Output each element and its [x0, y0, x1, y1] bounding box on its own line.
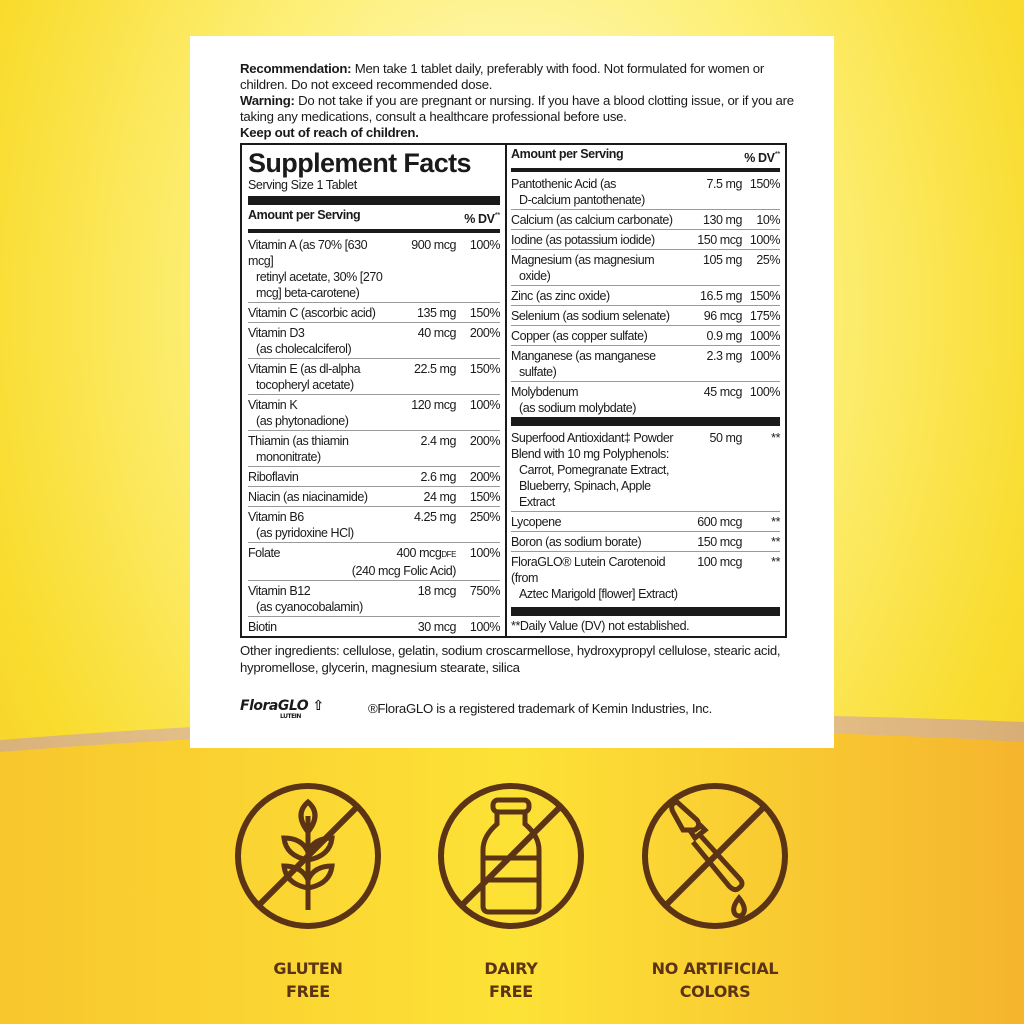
nutrient-amount: [390, 583, 456, 615]
nutrient-name-text: Zinc (as zinc oxide): [511, 289, 610, 304]
nutrient-source: (as cholecalciferol): [256, 342, 352, 357]
amount-text: 120 mcg: [411, 398, 456, 413]
keep-out-text: Keep out of reach of children.: [240, 125, 419, 140]
nutrient-row: [511, 346, 780, 382]
nutrient-source: (as cyanocobalamin): [256, 600, 363, 615]
trademark-text: ®FloraGLO is a registered trademark of Kemin Industries, Inc.: [368, 701, 712, 717]
amount-text: 16.5 mg: [699, 289, 742, 304]
daily-value: 150%: [749, 177, 780, 192]
nutrient-row: [511, 306, 780, 326]
nutrient-amount: [682, 252, 742, 284]
facts-title: Supplement Facts: [248, 148, 471, 178]
no-dropper-icon: [639, 780, 791, 932]
nutrient-source: Carrot, Pomegranate Extract, Blueberry, Spinach, Apple Extract: [519, 463, 669, 510]
nutrient-source: (as phytonadione): [256, 414, 349, 429]
divider-bar: [248, 196, 500, 205]
daily-value: **: [771, 515, 780, 530]
amount-text: 30 mcg: [417, 620, 456, 635]
nutrient-amount: [682, 348, 742, 380]
nutrient-name-text: Vitamin D3: [248, 326, 305, 341]
nutrient-source: oxide): [519, 269, 551, 284]
nutrient-amount: [682, 308, 742, 324]
nutrient-name-text: Folate: [248, 546, 281, 561]
daily-value: **: [771, 431, 780, 446]
nutrient-name-text: Riboflavin: [248, 470, 299, 485]
nutrient-row: [248, 395, 500, 431]
daily-value: 200%: [469, 470, 500, 485]
floraglo-logo: FloraGLO ⇧ LUTEIN: [240, 698, 324, 721]
nutrient-row: [248, 581, 500, 617]
dairy-free-badge: DAIRY FREE: [431, 780, 591, 1003]
nutrient-amount: [682, 212, 742, 228]
nutrient-amount: [390, 509, 456, 541]
table-header: Amount per Serving % DV**: [511, 147, 780, 166]
nutrient-amount: [682, 288, 742, 304]
nutrient-amount: [390, 237, 456, 301]
nutrient-name: [511, 176, 682, 208]
daily-value: 100%: [469, 546, 500, 561]
daily-value: 100%: [749, 349, 780, 364]
amount-text: 40 mcg: [417, 326, 456, 341]
daily-value: **: [771, 535, 780, 550]
amount-unit: DFE: [441, 550, 456, 560]
nutrient-name: [511, 232, 682, 248]
nutrient-name: [248, 433, 390, 465]
amount-text: 900 mcg: [411, 238, 456, 253]
daily-value: 750%: [469, 584, 500, 599]
nutrient-name: [511, 308, 682, 324]
nutrient-amount: [682, 514, 742, 530]
nutrient-name-text: Vitamin K: [248, 398, 298, 413]
other-ingredients: Other ingredients: cellulose, gelatin, sodium croscarmellose, hydroxypropyl cellulose, stearic acid, hypromellose, glycerin, magnesium stearate, silica: [240, 643, 781, 676]
amount-text: 50 mg: [709, 431, 742, 446]
nutrient-name-text: Molybdenum: [511, 385, 579, 400]
amount-text: 22.5 mg: [413, 362, 456, 377]
nutrient-row: [511, 428, 780, 512]
nutrient-source: mononitrate): [256, 450, 321, 465]
nutrient-row: [511, 532, 780, 552]
warning-label: Warning:: [240, 93, 295, 108]
nutrient-name: [248, 361, 390, 393]
nutrient-source: (as pyridoxine HCl): [256, 526, 354, 541]
nutrient-row: [248, 487, 500, 507]
amount-text: 96 mcg: [703, 309, 742, 324]
divider-bar: [511, 607, 780, 616]
nutrient-source: sulfate): [519, 365, 557, 380]
nutrient-amount: [682, 232, 742, 248]
nutrient-name: [248, 237, 390, 301]
divider-bar: [248, 229, 500, 233]
recommendation-label: Recommendation:: [240, 61, 352, 76]
nutrient-row: [248, 323, 500, 359]
daily-value: 150%: [469, 490, 500, 505]
amount-text: 4.25 mg: [413, 510, 456, 525]
nutrient-amount: [390, 433, 456, 465]
nutrient-name: [511, 554, 682, 602]
nutrient-name-text: Lycopene: [511, 515, 562, 530]
nutrient-row: [248, 359, 500, 395]
amount-text: 2.6 mg: [420, 470, 456, 485]
nutrient-name-text: Pantothenic Acid (as: [511, 177, 616, 192]
nutrient-name: [511, 348, 682, 380]
daily-value: 150%: [469, 362, 500, 377]
nutrient-row: [248, 543, 500, 581]
nutrient-name-text: Calcium (as calcium carbonate): [511, 213, 673, 228]
nutrient-name: [511, 534, 682, 550]
nutrient-source: D-calcium pantothenate): [519, 193, 645, 208]
nutrient-row: [511, 326, 780, 346]
amount-text: 18 mcg: [417, 584, 456, 599]
nutrient-row: [511, 286, 780, 306]
nutrient-amount: [390, 325, 456, 357]
amount-text: 600 mcg: [697, 515, 742, 530]
amount-text: 150 mcg: [697, 233, 742, 248]
nutrient-row: [511, 382, 780, 417]
nutrient-amount: [682, 176, 742, 208]
nutrient-row: [511, 250, 780, 286]
nutrient-row: [248, 235, 500, 303]
no-wheat-icon: [232, 780, 384, 932]
daily-value: 150%: [469, 306, 500, 321]
nutrient-source: (as sodium molybdate): [519, 401, 636, 416]
directions-text: [240, 61, 800, 141]
amount-text: 130 mg: [703, 213, 742, 228]
nutrient-name-text: Iodine (as potassium iodide): [511, 233, 655, 248]
recommendation-text: Men take 1 tablet daily, preferably with food. Not formulated for women or children. Do not exceed recommended dose.: [240, 61, 765, 92]
gluten-free-badge: GLUTEN FREE: [228, 780, 388, 1003]
amount-text: 45 mcg: [703, 385, 742, 400]
amount-text: 105 mg: [703, 253, 742, 268]
daily-value: 100%: [749, 233, 780, 248]
amount-text: 7.5 mg: [706, 177, 742, 192]
nutrient-name-text: Copper (as copper sulfate): [511, 329, 648, 344]
daily-value: 150%: [749, 289, 780, 304]
divider-bar: [511, 417, 780, 426]
amount-text: 400 mcg: [396, 546, 442, 561]
nutrient-name: [248, 397, 390, 429]
nutrient-name-text: FloraGLO® Lutein Carotenoid (from: [511, 555, 666, 586]
warning-text: Do not take if you are pregnant or nursing. If you have a blood clotting issue, or if you are taking any medications, consult a healthcare professional before use.: [240, 93, 794, 124]
nutrient-name-text: Boron (as sodium borate): [511, 535, 642, 550]
nutrient-name: [248, 509, 390, 541]
nutrient-name-text: Vitamin C (ascorbic acid): [248, 306, 376, 321]
daily-value: 200%: [469, 434, 500, 449]
facts-left-column: [242, 145, 507, 636]
nutrient-name: [511, 514, 682, 530]
amount-note: (240 mcg Folic Acid): [351, 564, 456, 579]
nutrient-amount: [390, 397, 456, 429]
nutrient-name-text: Vitamin B12: [248, 584, 311, 599]
nutrient-name-text: Magnesium (as magnesium: [511, 253, 655, 268]
nutrient-name-text: Superfood Antioxidant‡ Powder Blend with 10 mg Polyphenols:: [511, 431, 674, 462]
amount-text: 135 mg: [417, 306, 456, 321]
nutrient-name: [511, 252, 682, 284]
daily-value: 100%: [469, 398, 500, 413]
nutrient-amount: [682, 384, 742, 416]
nutrient-name: [248, 469, 390, 485]
nutrient-name-text: Vitamin E (as dl-alpha: [248, 362, 361, 377]
nutrient-name: [248, 619, 390, 635]
nutrient-name-text: Vitamin B6: [248, 510, 304, 525]
amount-text: 24 mg: [423, 490, 456, 505]
no-milk-bottle-icon: [435, 780, 587, 932]
daily-value: 25%: [756, 253, 780, 268]
nutrient-row: [248, 507, 500, 543]
nutrient-row: [511, 174, 780, 210]
nutrient-row: [511, 210, 780, 230]
nutrient-amount: [390, 469, 456, 485]
no-artificial-colors-badge: NO ARTIFICIAL COLORS: [635, 780, 795, 1003]
facts-right-column: [507, 145, 785, 636]
nutrient-name-text: Biotin: [248, 620, 277, 635]
daily-value: 100%: [469, 238, 500, 253]
nutrient-amount: [390, 361, 456, 393]
serving-size: Serving Size 1 Tablet: [248, 178, 357, 192]
amount-text: 100 mcg: [697, 555, 742, 570]
nutrient-name: [248, 583, 390, 615]
nutrient-name: [511, 288, 682, 304]
daily-value: 10%: [756, 213, 780, 228]
nutrient-row: [511, 230, 780, 250]
divider-bar: [511, 168, 780, 172]
daily-value: 175%: [749, 309, 780, 324]
amount-text: 2.4 mg: [420, 434, 456, 449]
nutrient-row: [248, 431, 500, 467]
daily-value: 200%: [469, 326, 500, 341]
nutrient-name-text: Thiamin (as thiamin: [248, 434, 349, 449]
nutrient-name-text: Selenium (as sodium selenate): [511, 309, 670, 324]
footnote: **Daily Value (DV) not established.: [511, 619, 690, 634]
nutrient-amount: [682, 328, 742, 344]
nutrient-amount: [390, 305, 456, 321]
nutrient-name-text: Manganese (as manganese: [511, 349, 656, 364]
amount-text: 150 mcg: [697, 535, 742, 550]
nutrient-name: [511, 328, 682, 344]
nutrient-name-text: Vitamin A (as 70% [630 mcg]: [248, 238, 368, 269]
nutrient-amount: [682, 554, 742, 602]
daily-value: 100%: [469, 620, 500, 635]
nutrient-amount: [390, 619, 456, 635]
amount-text: 0.9 mg: [706, 329, 742, 344]
nutrient-name: [511, 384, 682, 416]
nutrient-source: Aztec Marigold [flower] Extract): [519, 587, 678, 602]
daily-value: 100%: [749, 329, 780, 344]
nutrient-name: [511, 212, 682, 228]
amount-text: 2.3 mg: [706, 349, 742, 364]
nutrient-name: [248, 545, 390, 563]
nutrient-source: tocopheryl acetate): [256, 378, 354, 393]
table-header: Amount per Serving % DV**: [248, 208, 500, 227]
nutrient-amount: [682, 430, 742, 510]
nutrient-amount: [390, 545, 456, 563]
daily-value: **: [771, 555, 780, 570]
supplement-facts-panel: [240, 143, 787, 638]
nutrient-source: retinyl acetate, 30% [270 mcg] beta-carotene): [256, 270, 383, 301]
daily-value: 100%: [749, 385, 780, 400]
nutrient-row: [511, 512, 780, 532]
nutrient-name: [248, 305, 390, 321]
nutrient-name: [248, 325, 390, 357]
nutrient-name-text: Niacin (as niacinamide): [248, 490, 368, 505]
nutrient-amount: [390, 489, 456, 505]
nutrient-amount: [682, 534, 742, 550]
nutrient-row: [248, 467, 500, 487]
nutrient-name: [511, 430, 682, 510]
brand-row: [240, 698, 788, 724]
nutrient-row: [248, 617, 500, 636]
label-panel: [190, 36, 834, 748]
nutrient-row: [511, 552, 780, 603]
nutrient-row: [248, 303, 500, 323]
daily-value: 250%: [469, 510, 500, 525]
nutrient-name: [248, 489, 390, 505]
